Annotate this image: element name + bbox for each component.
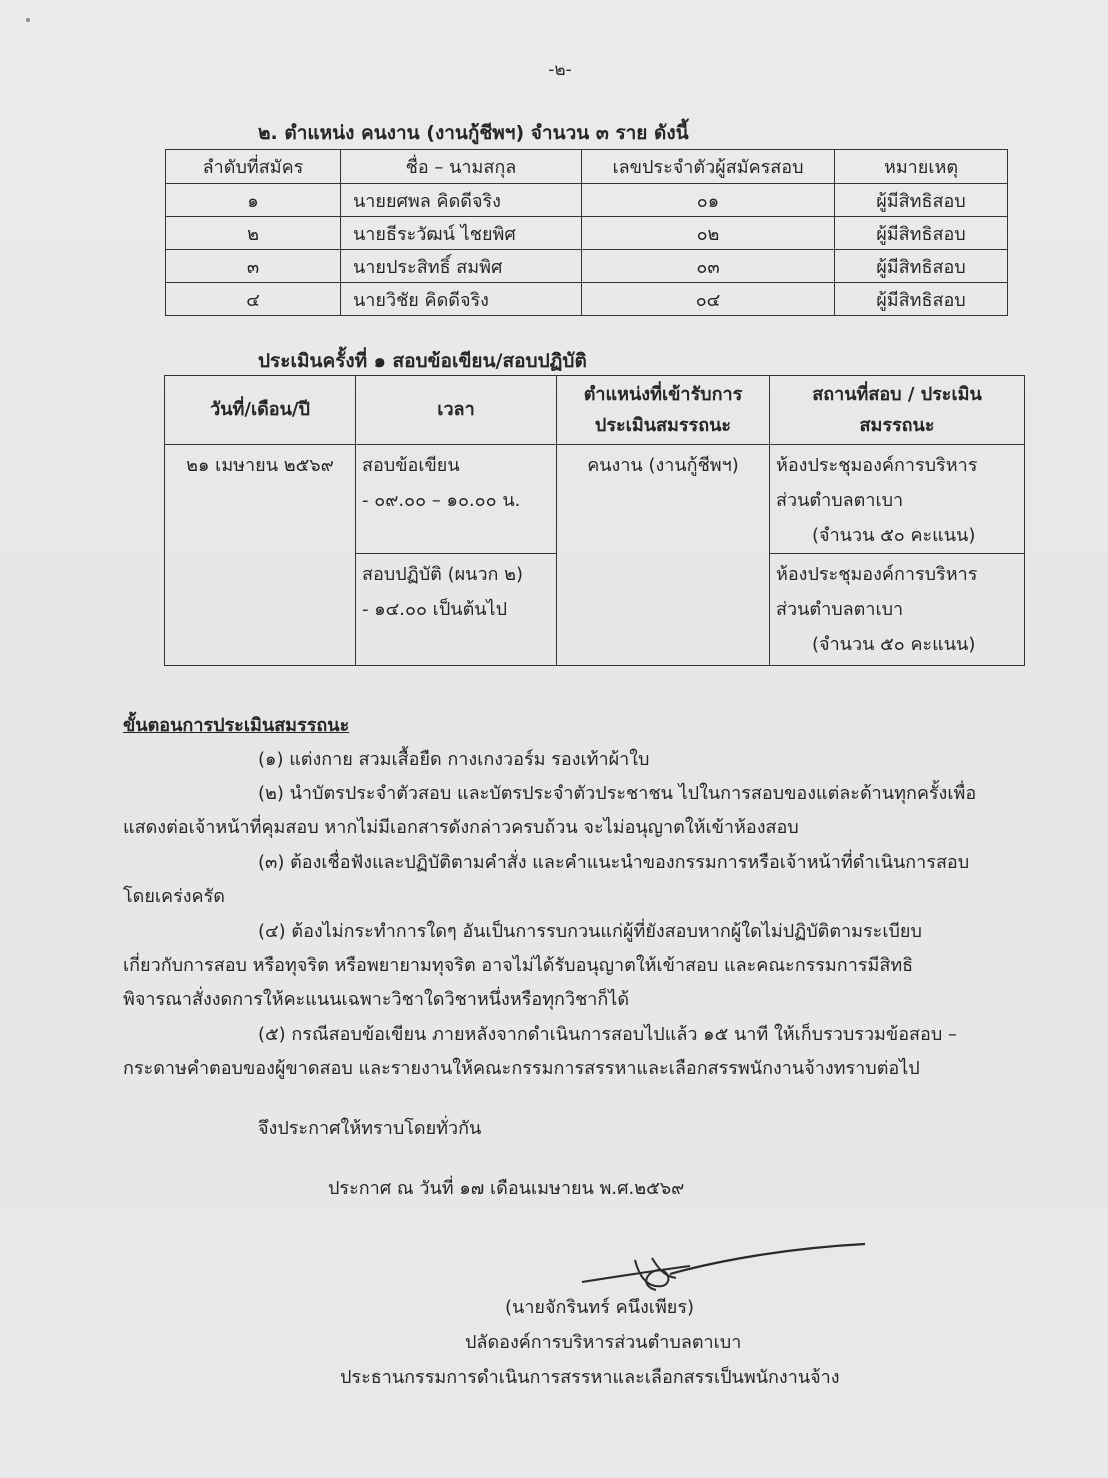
cell-remark: ผู้มีสิทธิสอบ xyxy=(835,283,1008,316)
place-score: (จำนวน ๕๐ คะแนน) xyxy=(812,525,976,546)
page-speck xyxy=(26,18,30,22)
signer-title-2: ประธานกรรมการดำเนินการสรรหาและเลือกสรรเป็นพนักงานจ้าง xyxy=(340,1367,840,1388)
procedure-line: โดยเคร่งครัด xyxy=(123,886,225,907)
cell-date: ๒๑ เมษายน ๒๕๖๙ xyxy=(165,445,356,666)
header-time: เวลา xyxy=(356,376,557,445)
table-row xyxy=(166,184,1008,217)
procedure-line: เกี่ยวกับการสอบ หรือทุจริต หรือพยายามทุจริต อาจไม่ได้รับอนุญาตให้เข้าสอบ และคณะกรรมการมีสิทธิ xyxy=(123,955,914,976)
written-exam-time: - ๐๙.๐๐ – ๑๐.๐๐ น. xyxy=(362,490,521,511)
signer-title-1: ปลัดองค์การบริหารส่วนตำบลตาเบา xyxy=(465,1332,742,1353)
cell-order: ๑ xyxy=(166,184,341,217)
cell-name: นายประสิทธิ์ สมพิศ xyxy=(341,250,582,283)
header-position-line2: ประเมินสมรรถนะ xyxy=(594,415,732,436)
header-place-line2: สมรรถนะ xyxy=(859,415,935,436)
applicants-table xyxy=(165,149,1008,316)
schedule-table xyxy=(164,375,1025,666)
closing-line: จึงประกาศให้ทราบโดยทั่วกัน xyxy=(258,1118,482,1139)
procedure-heading: ขั้นตอนการประเมินสมรรถนะ xyxy=(123,715,350,736)
table-row xyxy=(166,283,1008,316)
cell-name: นายธีระวัฒน์ ไชยพิศ xyxy=(341,217,582,250)
procedure-line: แสดงต่อเจ้าหน้าที่คุมสอบ หากไม่มีเอกสารดังกล่าวครบถ้วน จะไม่อนุญาตให้เข้าห้องสอบ xyxy=(123,817,799,838)
place-line2: ส่วนตำบลตาเบา xyxy=(776,490,904,511)
cell-id: ๐๑ xyxy=(582,184,835,217)
place-line1: ห้องประชุมองค์การบริหาร xyxy=(776,564,978,585)
cell-remark: ผู้มีสิทธิสอบ xyxy=(835,217,1008,250)
cell-name: นายวิชัย คิดดีจริง xyxy=(341,283,582,316)
applicants-table-header xyxy=(166,150,1008,184)
section-2-title: ๒. ตำแหน่ง คนงาน (งานกู้ชีพฯ) จำนวน ๓ ราย ดังนี้ xyxy=(258,122,689,144)
procedure-line: (๒) นำบัตรประจำตัวสอบ และบัตรประจำตัวประชาชน ไปในการสอบของแต่ละด้านทุกครั้งเพื่อ xyxy=(258,783,977,804)
practical-exam-label: สอบปฏิบัติ (ผนวก ๒) xyxy=(362,564,524,585)
procedure-line: (๑) แต่งกาย สวมเสื้อยืด กางเกงวอร์ม รองเท้าผ้าใบ xyxy=(258,749,650,770)
cell-id: ๐๓ xyxy=(582,250,835,283)
cell-name: นายยศพล คิดดีจริง xyxy=(341,184,582,217)
cell-written-place xyxy=(770,445,1025,554)
schedule-row xyxy=(165,445,1025,554)
signer-name: (นายจักรินทร์ คนึงเพียร) xyxy=(505,1297,695,1318)
header-date: วันที่/เดือน/ปี xyxy=(165,376,356,445)
cell-written-time xyxy=(356,445,557,554)
procedure-line: (๓) ต้องเชื่อฟังและปฏิบัติตามคำสั่ง และคำแนะนำของกรรมการหรือเจ้าหน้าที่ดำเนินการสอบ xyxy=(258,852,970,873)
procedure-line: (๕) กรณีสอบข้อเขียน ภายหลังจากดำเนินการสอบไปแล้ว ๑๕ นาที ให้เก็บรวบรวมข้อสอบ – xyxy=(258,1024,957,1045)
header-id: เลขประจำตัวผู้สมัครสอบ xyxy=(582,150,835,184)
header-position xyxy=(557,376,770,445)
header-remark: หมายเหตุ xyxy=(835,150,1008,184)
place-score: (จำนวน ๕๐ คะแนน) xyxy=(812,634,976,655)
schedule-table-header xyxy=(165,376,1025,445)
cell-order: ๓ xyxy=(166,250,341,283)
procedure-line: พิจารณาสั่งงดการให้คะแนนเฉพาะวิชาใดวิชาหนึ่งหรือทุกวิชาก็ได้ xyxy=(123,989,630,1010)
practical-exam-time: - ๑๔.๐๐ เป็นต้นไป xyxy=(362,599,508,620)
written-exam-label: สอบข้อเขียน xyxy=(362,455,460,476)
cell-practical-time xyxy=(356,554,557,666)
header-place xyxy=(770,376,1025,445)
cell-id: ๐๒ xyxy=(582,217,835,250)
evaluation-title: ประเมินครั้งที่ ๑ สอบข้อเขียน/สอบปฏิบัติ xyxy=(258,350,587,372)
cell-position: คนงาน (งานกู้ชีพฯ) xyxy=(557,445,770,666)
header-position-line1: ตำแหน่งที่เข้ารับการ xyxy=(583,383,743,405)
place-line1: ห้องประชุมองค์การบริหาร xyxy=(776,455,978,476)
page-number: -๒- xyxy=(548,60,572,80)
procedure-line: กระดาษคำตอบของผู้ขาดสอบ และรายงานให้คณะกรรมการสรรหาและเลือกสรรพนักงานจ้างทราบต่อไป xyxy=(123,1058,920,1079)
table-row xyxy=(166,250,1008,283)
cell-remark: ผู้มีสิทธิสอบ xyxy=(835,250,1008,283)
cell-practical-place xyxy=(770,554,1025,666)
cell-remark: ผู้มีสิทธิสอบ xyxy=(835,184,1008,217)
header-place-line1: สถานที่สอบ / ประเมิน xyxy=(812,383,982,405)
place-line2: ส่วนตำบลตาเบา xyxy=(776,599,904,620)
cell-order: ๔ xyxy=(166,283,341,316)
header-name: ชื่อ – นามสกุล xyxy=(341,150,582,184)
cell-order: ๒ xyxy=(166,217,341,250)
table-row xyxy=(166,217,1008,250)
header-order: ลำดับที่สมัคร xyxy=(166,150,341,184)
procedure-line: (๔) ต้องไม่กระทำการใดๆ อันเป็นการรบกวนแก่ผู้ที่ยังสอบหากผู้ใดไม่ปฏิบัติตามระเบียบ xyxy=(258,921,922,942)
cell-id: ๐๔ xyxy=(582,283,835,316)
announce-date: ประกาศ ณ วันที่ ๑๗ เดือนเมษายน พ.ศ.๒๕๖๙ xyxy=(328,1178,685,1199)
